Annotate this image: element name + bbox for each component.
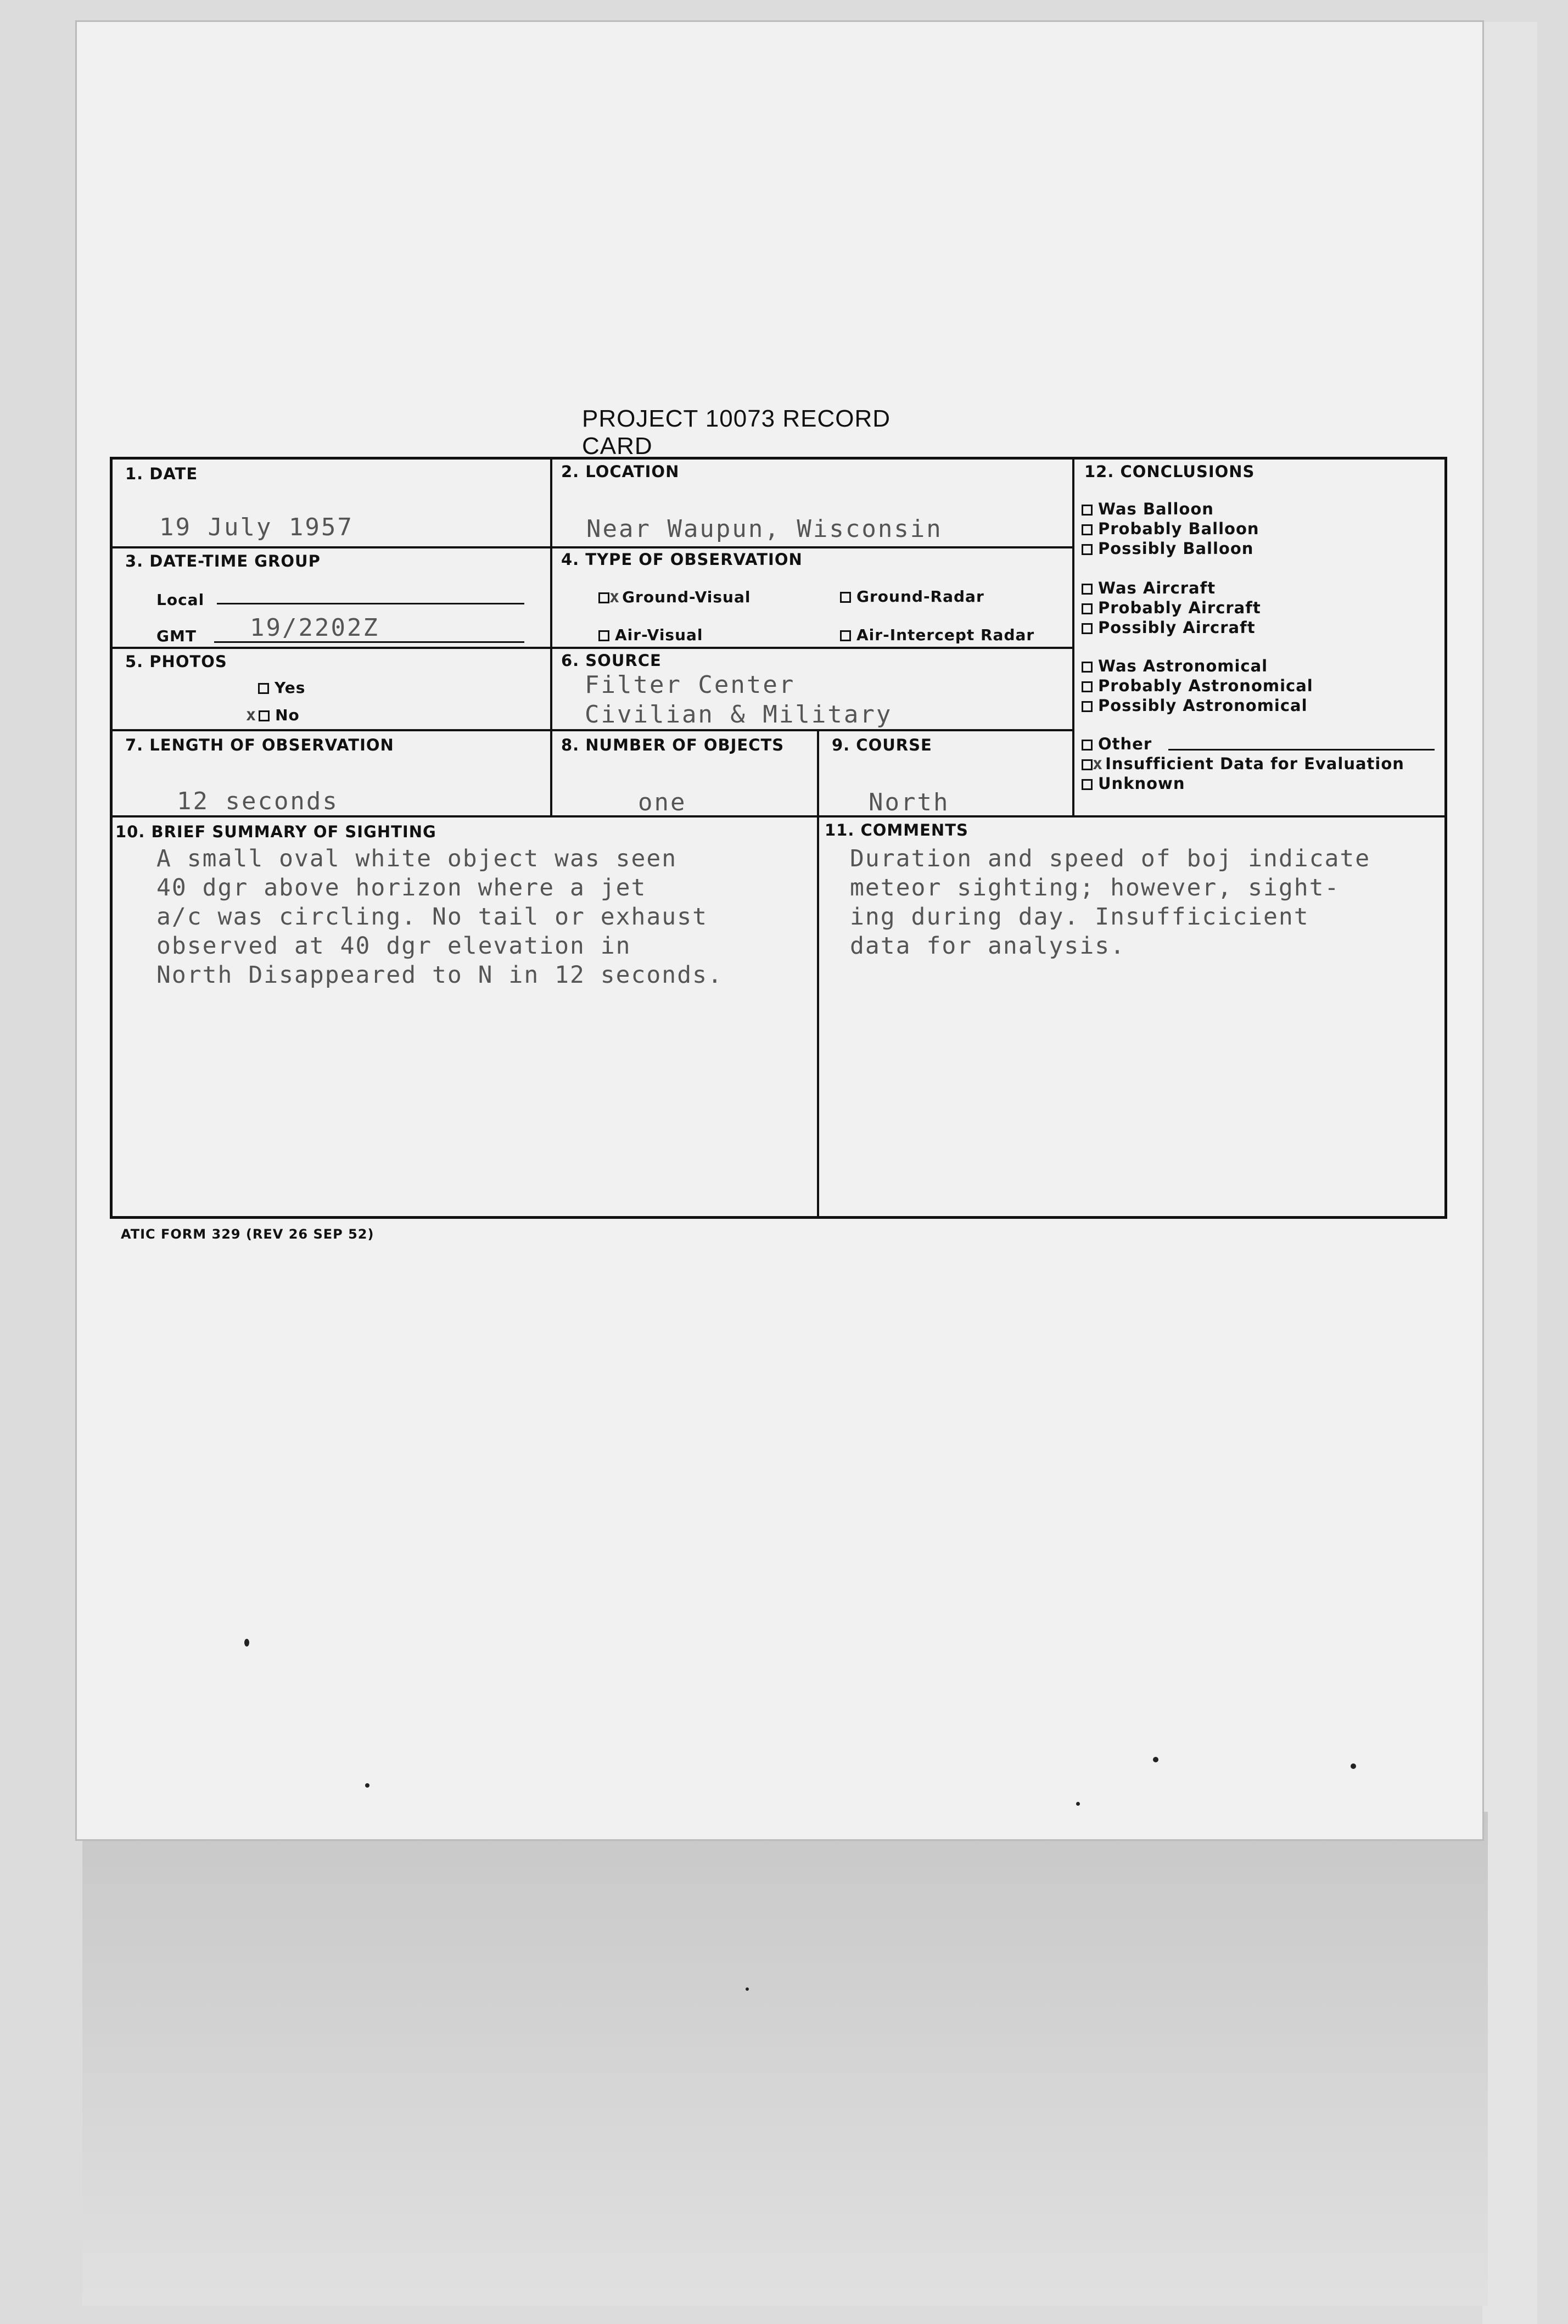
checkbox-icon [598,630,609,641]
dtg-label: 3. DATE-TIME GROUP [125,552,321,570]
comments-line: ing during day. Insufficicient [850,903,1309,931]
comments-line: data for analysis. [850,932,1125,960]
comments-text [850,844,1370,961]
checkbox-icon [1082,524,1093,535]
number-value: one [638,788,687,816]
checkbox-icon [840,592,851,603]
checkbox-icon [1082,584,1093,595]
conclusion-was-aircraft: Was Aircraft [1082,579,1216,597]
divider-vertical-8-9 [817,729,819,815]
check-mark-icon: x [1093,754,1104,774]
comments-label: 11. COMMENTS [825,821,968,839]
summary-line: a/c was circling. No tail or exhaust [156,903,708,931]
summary-label: 10. BRIEF SUMMARY OF SIGHTING [115,822,436,841]
divider-vertical-main [1072,457,1074,816]
summary-line: North Disappeared to N in 12 seconds. [156,961,723,989]
checkbox-icon [259,710,270,721]
source-label: 6. SOURCE [561,651,662,670]
checkbox-icon [1082,623,1093,634]
checkbox-icon [1082,603,1093,614]
location-value: Near Waupun, Wisconsin [586,515,943,543]
divider-vertical-left [550,457,552,816]
date-label: 1. DATE [125,464,198,483]
conclusion-unknown: Unknown [1082,774,1185,793]
type-option-air-visual: Air-Visual [598,626,703,644]
summary-text [156,844,723,990]
photos-label: 5. PHOTOS [125,652,227,671]
conclusion-probably-balloon: Probably Balloon [1082,519,1259,538]
summary-line: 40 dgr above horizon where a jet [156,874,647,901]
photos-option-yes: Yes [258,679,305,697]
conclusion-probably-aircraft: Probably Aircraft [1082,598,1261,617]
conclusion-other: Other [1082,735,1152,753]
length-value: 12 seconds [177,787,339,815]
location-label: 2. LOCATION [561,462,680,481]
conclusion-insufficient-data: x Insufficient Data for Evaluation [1082,754,1404,774]
back-sheet [82,1812,1488,2306]
checkbox-icon [598,592,609,603]
photos-option-no: x No [246,705,300,725]
divider-row2 [110,647,1074,649]
dust-speck [1076,1802,1080,1806]
dust-speck [1153,1757,1158,1762]
summary-line: observed at 40 dgr elevation in [156,932,631,960]
dtg-gmt-value: 19/2202Z [250,614,379,642]
divider-row3 [110,729,1074,731]
divider-row1 [110,546,1074,548]
type-option-ground-radar: Ground-Radar [840,587,984,606]
dtg-local-label: Local [156,591,205,609]
divider-vertical-10-11 [817,815,819,1219]
conclusions-label: 12. CONCLUSIONS [1084,462,1255,481]
dtg-local-line [217,603,524,604]
divider-row4 [110,815,1447,817]
conclusion-possibly-aircraft: Possibly Aircraft [1082,618,1256,637]
conclusion-was-astronomical: Was Astronomical [1082,657,1268,675]
card-title: PROJECT 10073 RECORD CARD [582,405,891,460]
summary-line: A small oval white object was seen [156,845,677,872]
checkbox-icon [840,630,851,641]
checkbox-icon [1082,544,1093,555]
type-label: 4. TYPE OF OBSERVATION [561,550,803,569]
source-line1: Filter Center [585,671,796,699]
comments-line: meteor sighting; however, sight- [850,874,1340,901]
check-mark-icon: x [609,587,620,607]
checkbox-icon [1082,740,1093,751]
dtg-gmt-label: GMT [156,627,197,645]
length-label: 7. LENGTH OF OBSERVATION [125,736,394,754]
check-mark-icon: x [246,705,257,725]
checkbox-icon [1082,779,1093,790]
film-edge-right [1482,22,1537,2324]
comments-line: Duration and speed of boj indicate [850,845,1371,872]
other-line [1168,749,1435,751]
checkbox-icon [1082,759,1093,770]
type-option-ground-visual: x Ground-Visual [598,587,751,607]
type-option-air-intercept-radar: Air-Intercept Radar [840,626,1034,644]
dust-speck [1351,1763,1356,1769]
dust-speck [746,1987,749,1991]
conclusion-probably-astronomical: Probably Astronomical [1082,676,1313,695]
dust-speck [365,1783,369,1788]
dust-speck [244,1639,249,1647]
checkbox-icon [1082,662,1093,673]
conclusion-was-balloon: Was Balloon [1082,500,1214,518]
number-label: 8. NUMBER OF OBJECTS [561,736,785,754]
date-value: 19 July 1957 [159,513,354,541]
checkbox-icon [1082,505,1093,516]
source-line2: Civilian & Military [585,701,893,729]
course-label: 9. COURSE [832,736,932,754]
form-id: ATIC FORM 329 (REV 26 SEP 52) [121,1227,374,1242]
checkbox-icon [258,683,269,694]
course-value: North [869,788,950,816]
checkbox-icon [1082,681,1093,692]
conclusion-possibly-balloon: Possibly Balloon [1082,539,1253,558]
checkbox-icon [1082,701,1093,712]
conclusion-possibly-astronomical: Possibly Astronomical [1082,696,1308,715]
